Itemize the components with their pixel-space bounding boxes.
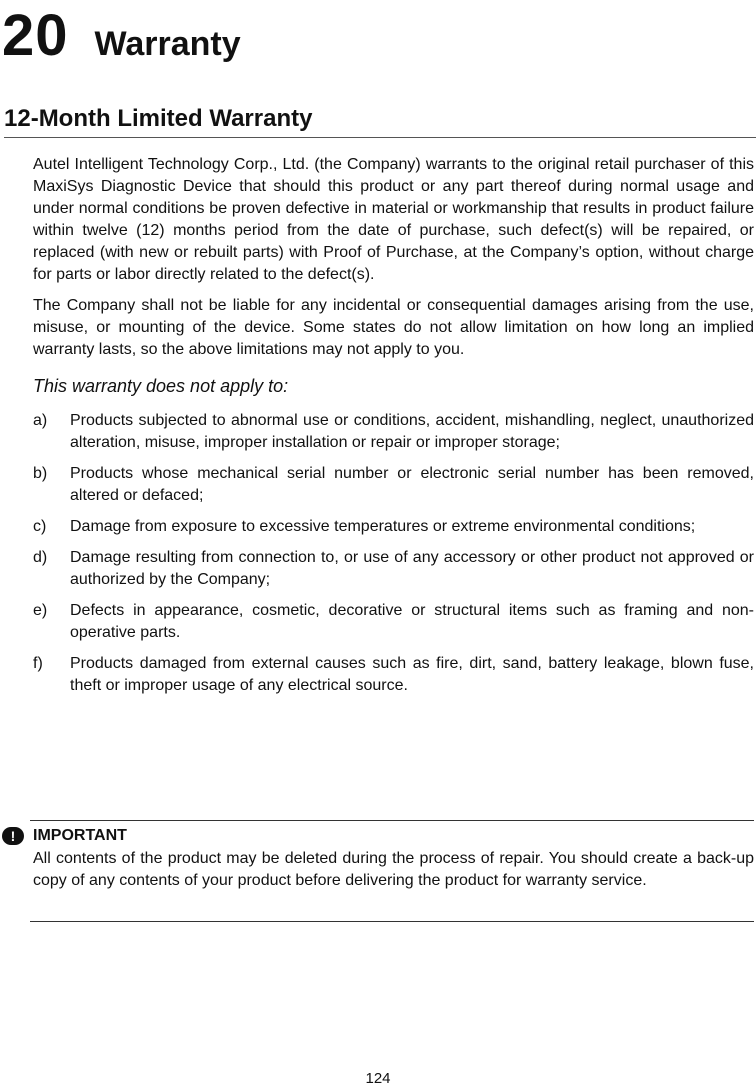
notice-bottom-divider	[30, 921, 754, 922]
list-text: Defects in appearance, cosmetic, decorative or structural items such as framing and non-operative parts.	[70, 602, 754, 641]
important-text: All contents of the product may be deleted during the process of repair. You should create a back-up copy of any contents of your product before delivering the product for warranty service.	[33, 850, 754, 889]
list-marker: b)	[33, 465, 48, 482]
list-text: Products subjected to abnormal use or conditions, accident, mishandling, neglect, unauthorized alteration, misuse, improper installation or repair or improper storage;	[70, 412, 754, 451]
list-marker: f)	[33, 655, 43, 672]
list-item	[33, 600, 754, 644]
important-label: IMPORTANT	[33, 827, 127, 844]
liability-paragraph: The Company shall not be liable for any incidental or consequential damages arising from the use, misuse, or mounting of the device. Some states do not allow limitation on how long an implied warranty lasts, so the above limitations may not apply to you.	[33, 297, 754, 358]
list-marker: d)	[33, 549, 48, 566]
list-item	[33, 516, 754, 538]
list-marker: a)	[33, 412, 48, 429]
exclusions-lead: This warranty does not apply to:	[33, 376, 289, 396]
list-text: Damage from exposure to excessive temperatures or extreme environmental conditions;	[70, 518, 696, 535]
warranty-body	[33, 154, 754, 706]
list-text: Products damaged from external causes such as fire, dirt, sand, battery leakage, blown fuse, theft or improper usage of any electrical source.	[70, 655, 754, 694]
list-marker: c)	[33, 518, 47, 535]
list-text: Products whose mechanical serial number or electronic serial number has been removed, altered or defaced;	[70, 465, 754, 504]
page-number: 124	[365, 1070, 391, 1087]
list-item	[33, 463, 754, 507]
exclusions-list	[33, 410, 754, 697]
notice-top-divider	[30, 820, 754, 821]
warranty-paragraph: Autel Intelligent Technology Corp., Ltd. (the Company) warrants to the original retail purchaser of this MaxiSys Diagnostic Device that should this product or any part thereof during normal usage and under normal conditions be proven defective in material or workmanship that results in product failure within twelve (12) months period from the date of purchase, such defect(s) will be repaired, or replaced (with new or rebuilt parts) with Proof of Purchase, at the Company’s option, without charge for parts or labor directly related to the defect(s).	[33, 156, 754, 283]
list-marker: e)	[33, 602, 48, 619]
list-item	[33, 653, 754, 697]
chapter-header	[2, 3, 241, 68]
list-item	[33, 547, 754, 591]
chapter-title: Warranty	[94, 25, 241, 63]
list-text: Damage resulting from connection to, or use of any accessory or other product not approved or authorized by the Company;	[70, 549, 754, 588]
exclamation-icon: !	[2, 827, 24, 845]
section-heading: 12-Month Limited Warranty	[4, 104, 756, 138]
chapter-number: 20	[2, 3, 69, 68]
list-item	[33, 410, 754, 454]
